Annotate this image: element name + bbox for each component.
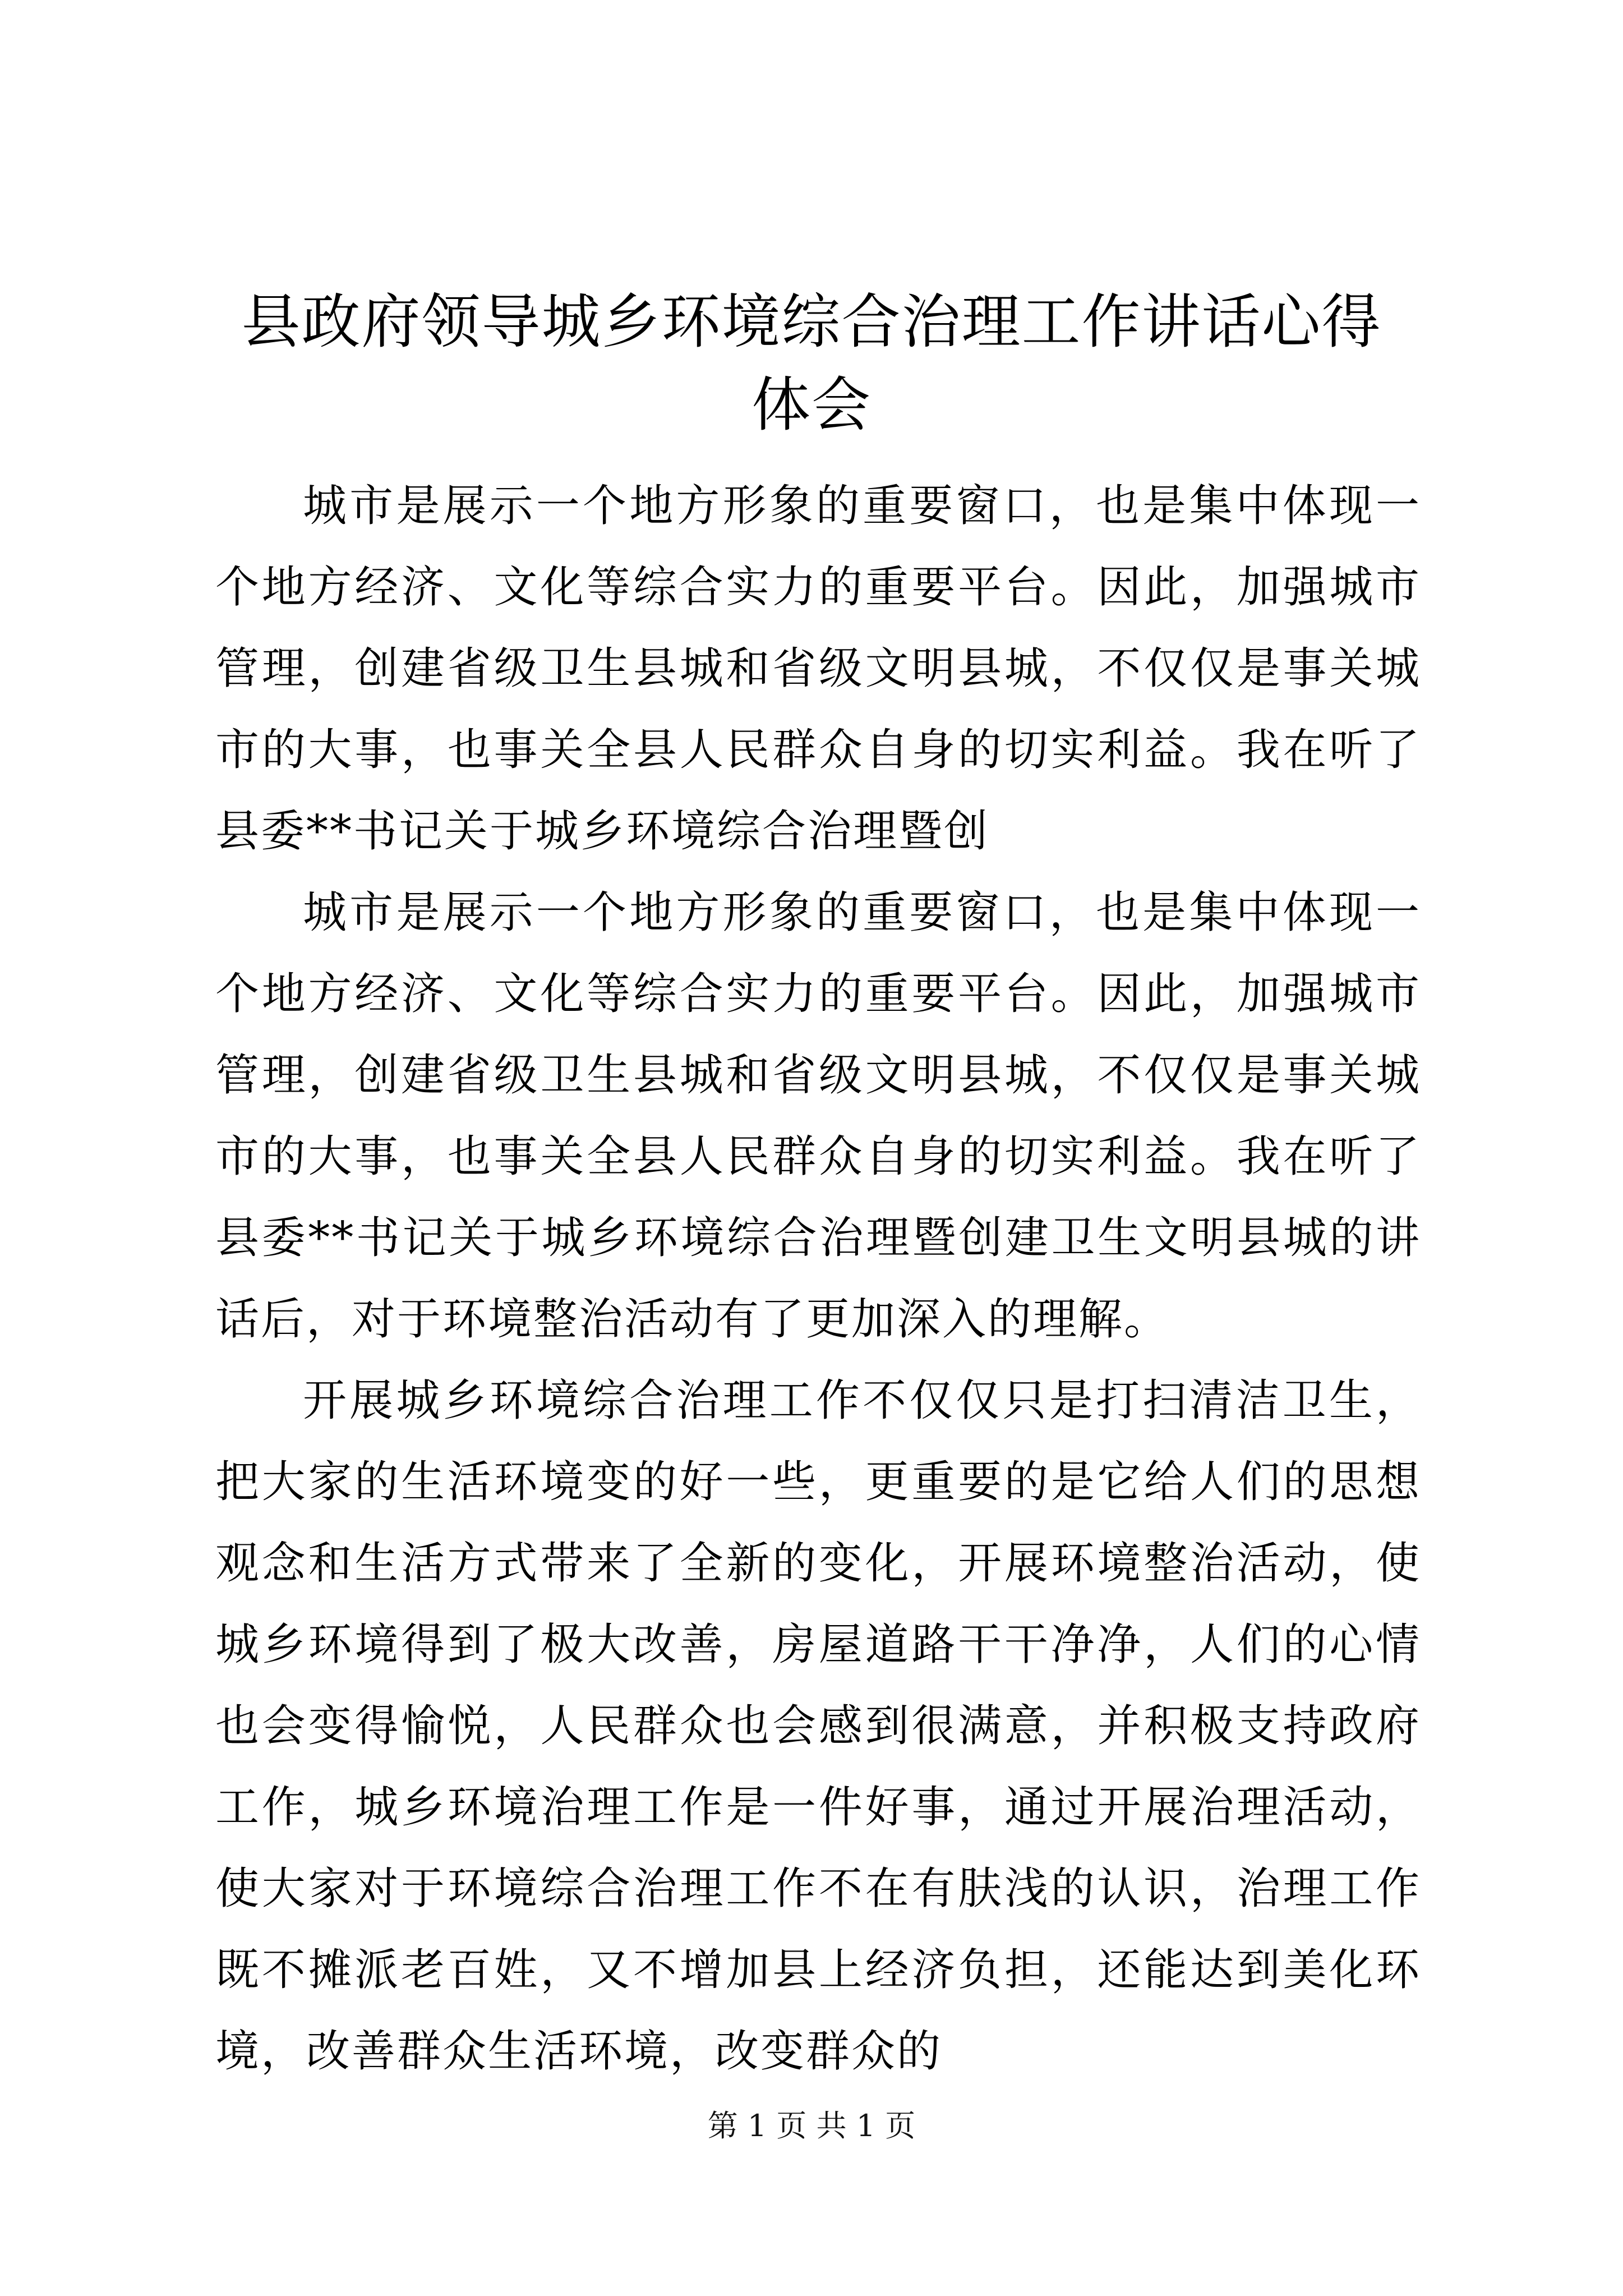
document-title: 县政府领导城乡环境综合治理工作讲话心得体会 — [241, 288, 1382, 439]
paragraph-3: 开展城乡环境综合治理工作不仅仅只是打扫清洁卫生，把大家的生活环境变的好一些，更重要的是它给人们的思想观念和生活方式带来了全新的变化，开展环境整治活动，使城乡环境得到了极大改善，房屋道路干干净净，人们的心情也会变得愉悦，人民群众也会感到很满意，并积极支持政府工作，城乡环境治理工作是一件好事，通过开展治理活动，使大家对于环境综合治理工作不在有肤浅的认识，治理工作既不摊派老百姓，又不增加县上经济负担，还能达到美化环境，改善群众生活环境，改变群众的 — [215, 1375, 1421, 2077]
paragraph-2: 城市是展示一个地方形象的重要窗口，也是集中体现一个地方经济、文化等综合实力的重要平台。因此，加强城市管理，创建省级卫生县城和省级文明县城，不仅仅是事关城市的大事，也事关全县人民群众自身的切实利益。我在听了县委**书记关于城乡环境综合治理暨创建卫生文明县城的讲话后，对于环境整治活动有了更加深入的理解。 — [215, 887, 1421, 1345]
document-body — [215, 466, 1421, 2092]
paragraph-1: 城市是展示一个地方形象的重要窗口，也是集中体现一个地方经济、文化等综合实力的重要平台。因此，加强城市管理，创建省级卫生县城和省级文明县城，不仅仅是事关城市的大事，也事关全县人民群众自身的切实利益。我在听了县委**书记关于城乡环境综合治理暨创 — [215, 481, 1421, 857]
page-footer: 第 1 页 共 1 页 — [707, 2108, 916, 2143]
